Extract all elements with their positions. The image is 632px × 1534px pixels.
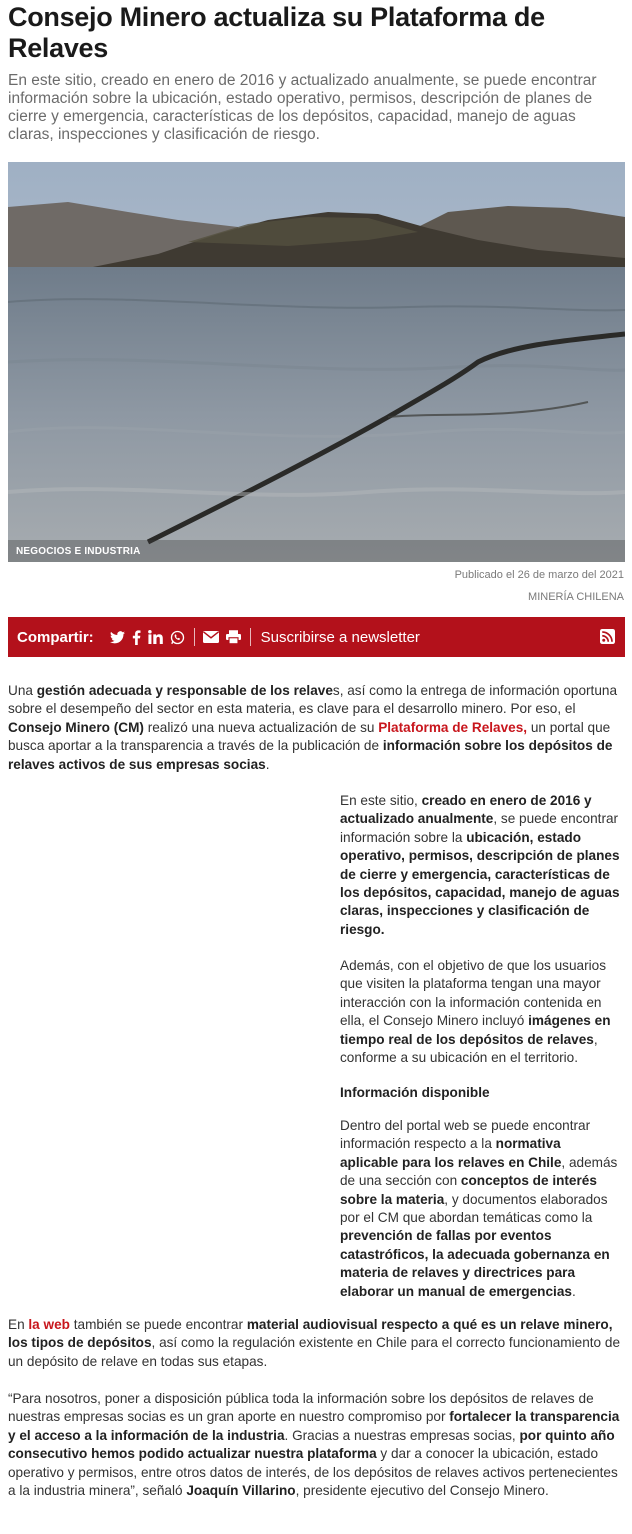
divider: [250, 628, 251, 646]
article-source: MINERÍA CHILENA: [528, 591, 624, 603]
la-web-link[interactable]: la web: [28, 1317, 70, 1332]
email-icon[interactable]: [203, 631, 219, 643]
paragraph-6: En la web también se puede encontrar material audiovisual respecto a qué es un relave minero, los tipos de depósitos, así como la regulación existente en Chile para el correcto funcionamiento de un depósito de relave en todas sus etapas.: [8, 1317, 621, 1369]
publish-date: Publicado el 26 de marzo del 2021: [454, 569, 624, 581]
paragraph-5: Dentro del portal web se puede encontrar información respecto a la normativa aplicable para los relaves en Chile, además de una sección con conceptos de interés sobre la materia, y documentos elaborados por el CM que abordan temáticas como la prevención de fallas por eventos catastróficos, la adecuada gobernanza en materia de relaves y directrices para elaborar un manual de emergencias.: [340, 1118, 618, 1299]
category-tag[interactable]: NEGOCIOS E INDUSTRIA: [16, 546, 141, 557]
linkedin-icon[interactable]: [148, 630, 163, 644]
newsletter-link[interactable]: Suscribirse a newsletter: [260, 628, 420, 646]
paragraph-1: Una gestión adecuada y responsable de los relaves, así como la entrega de información oportuna sobre el desempeño del sector en esta materia, es clave para el desarrollo minero. Por eso, el Consejo Minero (CM) realizó una nueva actualización de su Plataforma de Relaves, un portal que busca aportar a la transparencia a través de la publicación de información sobre los depósitos de relaves activos de sus empresas socias.: [8, 683, 618, 772]
facebook-icon[interactable]: [132, 630, 141, 645]
hero-image: [8, 162, 625, 562]
paragraph-3: Además, con el objetivo de que los usuarios que visiten la plataforma tengan una mayor interacción con la información contenida en ella, el Consejo Minero incluyó imágenes en tiempo real de los depósitos de relaves, conforme a su ubicación en el territorio.: [340, 958, 611, 1066]
share-label: Compartir:: [17, 628, 94, 646]
share-bar: [8, 617, 625, 657]
twitter-icon[interactable]: [110, 631, 125, 644]
article-summary: En este sitio, creado en enero de 2016 y actualizado anualmente, se puede encontrar información sobre la ubicación, estado operativo, permisos, descripción de planes de cierre y emergencia, características de los depósitos, capacidad, manejo de aguas claras, inspecciones y clasificación de riesgo.: [8, 72, 597, 143]
print-icon[interactable]: [226, 630, 241, 644]
whatsapp-icon[interactable]: [170, 630, 185, 645]
section-heading: Información disponible: [340, 1085, 490, 1100]
tailings-landscape-photo: [8, 162, 625, 562]
share-icons: [110, 628, 259, 646]
paragraph-7: “Para nosotros, poner a disposición pública toda la información sobre los depósitos de relaves de nuestras empresas socias es un gran aporte en nuestro compromiso por fortalecer la transparencia y el acceso a la información de la industria. Gracias a nuestras empresas socias, por quinto año consecutivo hemos podido actualizar nuestra plataforma y dar a conocer la ubicación, estado operativo y permisos, entre otros datos de interés, de los depósitos de relaves activos pertenecientes a la industria minera”, señaló Joaquín Villarino, presidente ejecutivo del Consejo Minero.: [8, 1391, 620, 1499]
article-title: Consejo Minero actualiza su Plataforma de Relaves: [8, 2, 545, 63]
paragraph-2: En este sitio, creado en enero de 2016 y actualizado anualmente, se puede encontrar información sobre la ubicación, estado operativo, permisos, descripción de planes de cierre y emergencia, características de los depósitos, capacidad, manejo de aguas claras, inspecciones y clasificación de riesgo.: [340, 793, 620, 937]
rss-icon[interactable]: [600, 629, 615, 649]
plataforma-relaves-link[interactable]: Plataforma de Relaves,: [378, 719, 528, 735]
divider: [194, 628, 195, 646]
